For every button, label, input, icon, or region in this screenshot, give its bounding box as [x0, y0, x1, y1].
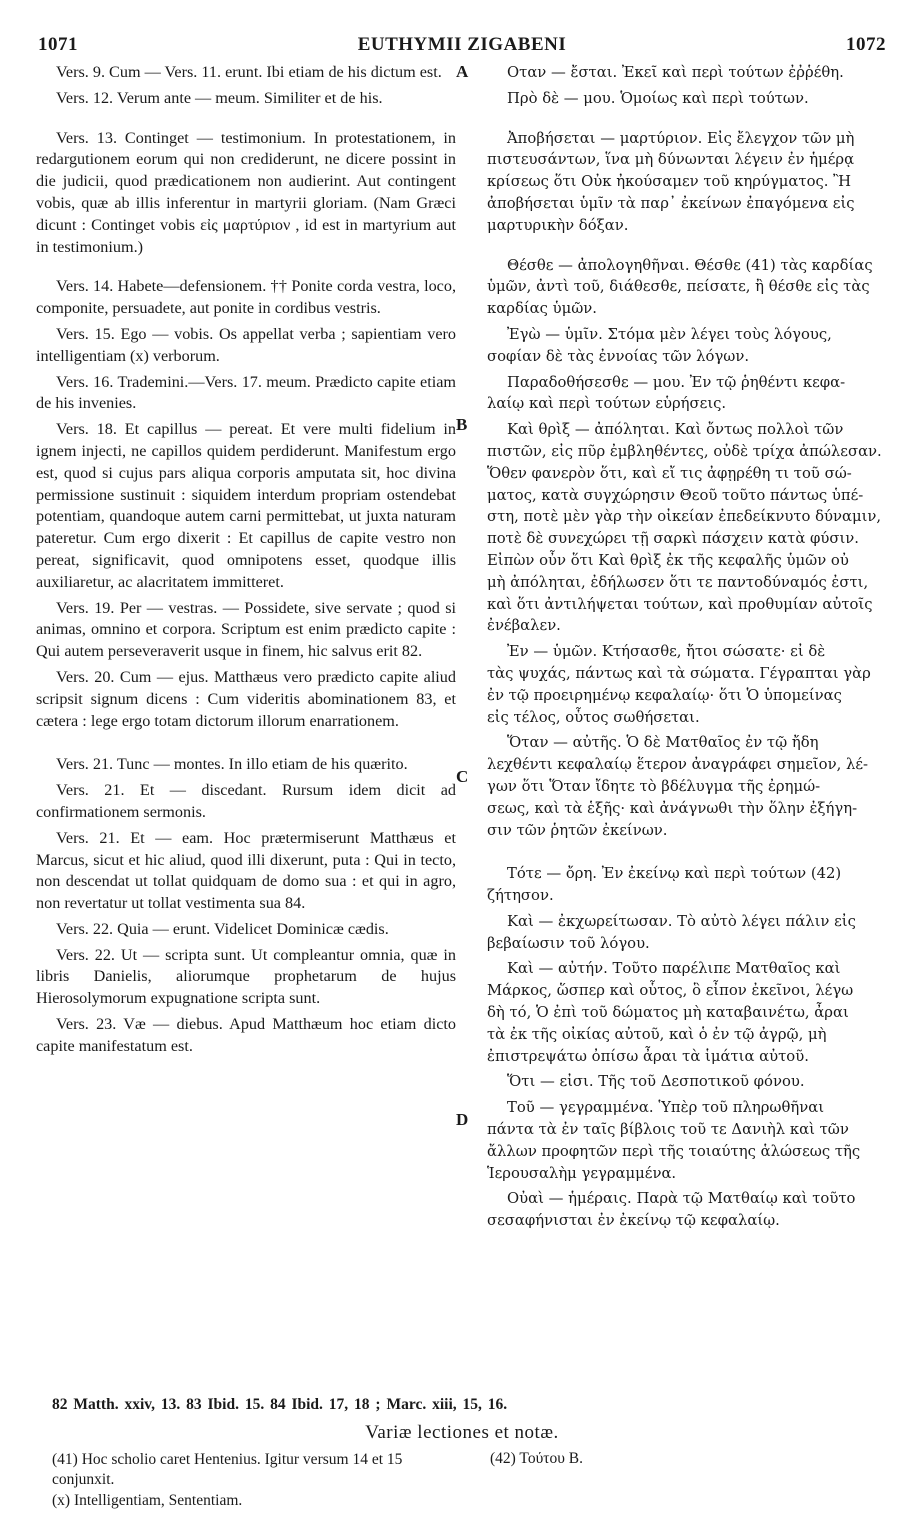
latin-para-3: Vers. 13. Continget — testimonium. In protestationem, in redargutionem eorum qui non crediderunt, ne dicere possint in die judicii, quod prædicationem non audierint. Aut contingent vobis, quæ ab illis inferentur in martyrii gloriam. (Nam Græci dicunt : Continget vobis εἰς μαρτύριον , id est in martyrium aut in testimonium.) [36, 128, 456, 256]
margin-letter-a: A [456, 62, 469, 81]
latin-para-6: Vers. 16. Trademini.—Vers. 17. meum. Prædicto capite etiam de his invenies. [36, 372, 456, 413]
greek-para-7 [487, 419, 899, 637]
greek-para-10 [487, 863, 899, 907]
greek-line: ἄλλων προφητῶν περὶ τῆς τοιαύτης ἁλώσεως τῆς [487, 1142, 861, 1160]
greek-para-2 [487, 88, 899, 110]
greek-line: Οὐαὶ — ἡμέραις. Παρὰ τῷ Ματθαίῳ καὶ τοῦτο [507, 1190, 856, 1208]
latin-para-7: Vers. 18. Et capillus — pereat. Et vere multi fidelium in ignem injecti, ne capillos quidem perdiderunt. Manifestum ergo est, quod si cujus pars aliqua corporis amputata sit, hoc divina permissione sustinuit : siquidem interdum propriam ostendebat potentiam, quandoque autem carni permittebat, ut juxta naturam pateretur. Cum ergo dixerit : Et capillus de capite vestro non pereat, significavit, quod omnipotens esset, quodque illis auxiliaretur, ac alacritatem immitteret. [36, 420, 456, 591]
greek-para-9 [487, 732, 899, 841]
greek-line: Παραδοθήσεσθε — μου. Ἐν τῷ ῥηθέντι κεφα- [507, 373, 846, 391]
greek-para-8 [487, 641, 899, 728]
greek-line: καρδίας ὑμῶν. [487, 300, 598, 318]
latin-para-4: Vers. 14. Habete—defensionem. †† Ponite corda vestra, loco, componite, persuadete, aut ponite in cordibus vestris. [36, 277, 456, 318]
greek-line: σεως, καὶ τὰ ἑξῆς· καὶ ἀνάγνωθι τὴν ὅλην ἐξήγη- [487, 799, 858, 817]
greek-line: σιν τῶν ῥητῶν ἐκείνων. [487, 821, 668, 839]
greek-line: πιστευσάντων, ἵνα μὴ δύνωνται λέγειν ἐν ἡμέρᾳ [487, 151, 855, 169]
note-x: (x) Intelligentiam, Sententiam. [52, 1492, 243, 1509]
greek-line: Ἐν — ὑμῶν. Κτήσασθε, ἤτοι σώσατε· εἰ δὲ [507, 643, 826, 661]
greek-line: Ἀποβήσεται — μαρτύριον. Εἰς ἔλεγχον τῶν μὴ [507, 129, 855, 147]
latin-para-1: Vers. 9. Cum — Vers. 11. erunt. Ibi etiam de his dictum est. [56, 63, 442, 81]
greek-para-6 [487, 372, 899, 416]
page-number-left: 1071 [38, 34, 78, 55]
note-41: (41) Hoc scholio caret Hentenius. Igitur versum 14 et 15 conjunxit. [52, 1451, 403, 1488]
greek-line: σεσαφήνισται ἐν ἐκείνῳ τῷ κεφαλαίῳ. [487, 1212, 780, 1230]
greek-line: ζήτησον. [487, 887, 554, 905]
note-42: (42) Τούτου B. [490, 1450, 583, 1467]
greek-para-11 [487, 911, 899, 955]
greek-line: τὰ ἐκ τῆς οἰκίας αὐτοῦ, καὶ ὁ ἐν τῷ ἀγρῷ, μὴ [487, 1025, 827, 1043]
latin-para-11: Vers. 21. Et — discedant. Rursum idem dicit ad confirmationem sermonis. [36, 781, 456, 821]
greek-line: ποτὲ δὲ συνεχώρει τῇ σαρκὶ πάσχειν κατὰ φύσιν. [487, 530, 860, 548]
notes-title: Variæ lectiones et notæ. [365, 1422, 559, 1443]
greek-line: ματος, κατὰ συγχώρησιν Θεοῦ τοῦτο πάντως ὑπέ- [487, 486, 864, 504]
greek-line: σοφίαν δὲ τὰς ἐννοίας τῶν λόγων. [487, 347, 750, 365]
greek-line: Ὅταν — αὐτῆς. Ὁ δὲ Ματθαῖος ἐν τῷ ἤδη [507, 734, 819, 752]
latin-para-10: Vers. 21. Tunc — montes. In illo etiam de his quærito. [56, 755, 408, 774]
greek-line: ὑμῶν, ἀντὶ τοῦ, διάθεσθε, πείσατε, ἢ θέσθε εἰς τὰς [487, 278, 870, 296]
greek-line: ἐπιστρεψάτω ὀπίσω ἆραι τὰ ἱμάτια αὐτοῦ. [487, 1047, 809, 1065]
greek-line: μαρτυρικὴν δόξαν. [487, 216, 629, 234]
greek-line: Μάρκος, ὥσπερ καὶ οὗτος, ὃ εἶπον ἐκεῖνοι, λέγω [487, 982, 854, 1000]
greek-line: Τοῦ — γεγραμμένα. Ὑπὲρ τοῦ πληρωθῆναι [507, 1099, 825, 1117]
greek-line: Θέσθε — ἀπολογηθῆναι. Θέσθε (41) τὰς καρδίας [507, 256, 873, 274]
greek-line: μὴ ἀπόληται, ἐδήλωσεν ὅτι τε παντοδύναμός ἐστι, [487, 573, 869, 591]
footnotes: 82 Matth. xxiv, 13. 83 Ibid. 15. 84 Ibid. 17, 18 ; Marc. xiii, 15, 16. [52, 1396, 508, 1413]
greek-para-14 [487, 1097, 899, 1184]
greek-line: κρίσεως ὅτι Οὐκ ἠκούσαμεν τοῦ κηρύγματος. Ἢ [487, 173, 852, 191]
greek-line: καὶ ὅτι ἀντιλήψεται τούτων, καὶ προθυμίαν αὐτοῖς [487, 595, 873, 613]
greek-para-3 [487, 128, 899, 237]
greek-line: Πρὸ δὲ — μου. Ὁμοίως καὶ περὶ τούτων. [507, 89, 809, 107]
latin-para-12: Vers. 21. Et — eam. Hoc prætermiserunt Matthæus et Marcus, sicut et hic aliud, quod illi dixerunt, puta : Qui in tecto, non descendat ut tollat quidquam de domo sua : et qui in agro, non revertatur ut tollat vestimenta sua 84. [36, 828, 456, 913]
greek-line: δὴ τό, Ὁ ἐπὶ τοῦ δώματος μὴ καταβαινέτω, ἆραι [487, 1004, 849, 1022]
greek-line: ἐνέβαλεν. [487, 617, 561, 635]
greek-line: Εἰπὼν οὖν ὅτι Καὶ θρὶξ ἐκ τῆς κεφαλῆς ὑμῶν οὐ [487, 551, 849, 569]
greek-line: Καὶ — ἐκχωρείτωσαν. Τὸ αὐτὸ λέγει πάλιν εἰς [507, 912, 856, 930]
greek-line: Ὅθεν φανερὸν ὅτι, καὶ εἴ τις ἀφῃρέθη τι τοῦ σώ- [487, 464, 852, 482]
latin-column [36, 62, 456, 1062]
greek-line: εἰς τέλος, οὗτος σωθήσεται. [487, 708, 700, 726]
latin-para-13: Vers. 22. Quia — erunt. Videlicet Dominicæ cædis. [56, 919, 389, 938]
greek-para-13 [487, 1071, 899, 1093]
greek-line: ἀποβήσεται ὑμῖν τὰ παρ᾽ ἐκείνων ἐπαγόμενα εἰς [487, 194, 855, 212]
greek-para-1 [487, 62, 899, 84]
greek-line: γων ὅτι Ὅταν ἴδητε τὸ βδέλυγμα τῆς ἐρημώ- [487, 777, 821, 795]
greek-line: Καὶ θρὶξ — ἀπόληται. Καὶ ὄντως πολλοὶ τῶν [507, 421, 844, 439]
margin-letter-d: D [456, 1110, 469, 1129]
latin-para-14: Vers. 22. Ut — scripta sunt. Ut compleantur omnia, quæ in libris Danielis, aliorumque prophetarum de hujus Hierosolymorum expugnatione scripta sunt. [36, 945, 456, 1008]
greek-line: τὰς ψυχάς, πάντως καὶ τὰ σώματα. Γέγραπται γὰρ [487, 664, 871, 682]
running-title: EUTHYMII ZIGABENI [357, 34, 567, 55]
latin-para-8: Vers. 19. Per — vestras. — Possidete, sive servate ; quod si animas, omnino et corpora. Scriptum est enim prædicto capite : Qui autem perseveraverit usque in finem, hic salvus erit 82. [36, 598, 456, 661]
page-number-right: 1072 [846, 34, 886, 55]
latin-para-5: Vers. 15. Ego — vobis. Os appellat verba ; sapientiam vero intelligentiam (x) verborum. [36, 324, 456, 365]
greek-column [487, 62, 899, 1236]
greek-line: λαίῳ καὶ περὶ τούτων εὑρήσεις. [487, 395, 727, 413]
greek-line: πιστῶν, εἰς πῦρ ἐμβληθέντες, οὐδὲ τρίχα ἀπώλεσαν. [487, 442, 882, 460]
latin-para-15: Vers. 23. Væ — diebus. Apud Matthæum hoc etiam dicto capite manifestatum est. [36, 1015, 456, 1055]
greek-line: Καὶ — αὐτήν. Τοῦτο παρέλιπε Ματθαῖος καὶ [507, 960, 841, 978]
greek-line: Τότε — ὄρη. Ἐν ἐκείνῳ καὶ περὶ τούτων (42) [507, 865, 842, 883]
greek-para-5 [487, 324, 899, 368]
latin-para-2: Vers. 12. Verum ante — meum. Similiter et de his. [56, 88, 383, 107]
greek-line: βεβαίωσιν τοῦ λόγου. [487, 934, 650, 952]
margin-letter-c: C [456, 767, 469, 786]
greek-line: πάντα τὰ ἐν ταῖς βίβλοις τοῦ τε Δανιὴλ καὶ τῶν [487, 1121, 849, 1139]
greek-line: Ἱερουσαλὴμ γεγραμμένα. [487, 1164, 677, 1182]
greek-line: λεχθέντι κεφαλαίῳ ἕτερον ἀναγράφει σημεῖον, λέ- [487, 756, 869, 774]
margin-letter-b: B [456, 415, 468, 434]
greek-line: Ὅτι — εἰσι. Τῆς τοῦ Δεσποτικοῦ φόνου. [507, 1073, 805, 1091]
greek-line: ἐν τῷ προειρημένῳ κεφαλαίῳ· ὅτι Ὁ ὑπομείνας [487, 686, 842, 704]
greek-para-4 [487, 255, 899, 320]
greek-para-15 [487, 1188, 899, 1232]
latin-para-9: Vers. 20. Cum — ejus. Matthæus vero prædicto capite aliud scripsit signum dicens : Cum videritis abominationem 83, et cætera : lege ergo totam dictorum illorum enarrationem. [36, 667, 456, 730]
greek-line: Ἐγὼ — ὑμῖν. Στόμα μὲν λέγει τοὺς λόγους, [507, 325, 832, 343]
greek-line: στη, ποτὲ μὲν γὰρ τὴν οἰκείαν ἐπεδείκνυτο δύναμιν, [487, 508, 882, 526]
greek-line: Οταν — ἔσται. Ἐκεῖ καὶ περὶ τούτων ἐῤῥέθη. [507, 64, 844, 81]
greek-para-12 [487, 958, 899, 1067]
